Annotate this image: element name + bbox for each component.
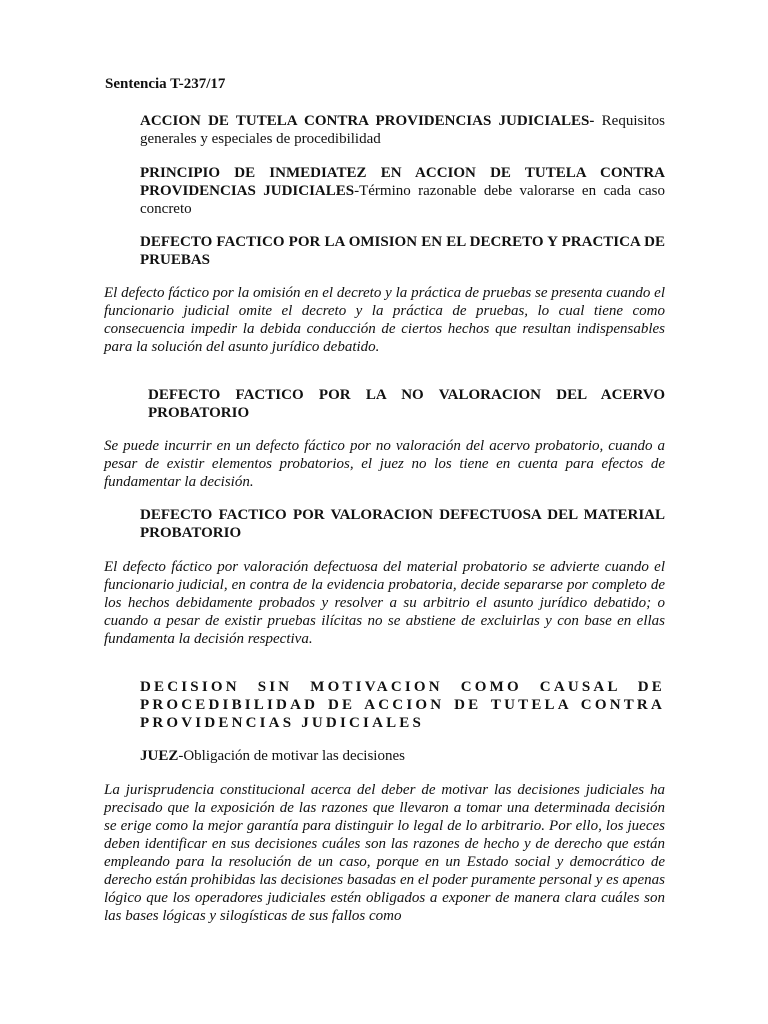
heading-bold: PRINCIPIO DE INMEDIATEZ EN ACCION DE TUTELA CONTRA PROVIDENCIAS JUDICIALES [140,165,665,199]
section-body-5: El defecto fáctico por valoración defectuosa del material probatorio se advierte cuando el funcionario judicial, en contra de la evidencia probatoria, decide separarse por completo de los hechos debidamente probados y resolver a su arbitrio el asunto jurídico debatido; o cuando a pesar de existir pruebas ilícitas no se abstiene de excluirlas y con base en ellas fundamenta la decisión respectiva. [104,559,665,647]
heading-bold: DEFECTO FACTICO POR VALORACION DEFECTUOSA DEL MATERIAL PROBATORIO [140,507,665,541]
heading-bold: DECISION SIN MOTIVACION COMO CAUSAL DE PROCEDIBILIDAD DE ACCION DE TUTELA CONTRA PROVIDENCIAS JUDICIALES [140,679,665,731]
section-heading-3 [140,233,665,269]
heading-bold: ACCION DE TUTELA CONTRA PROVIDENCIAS JUDICIALES- [140,113,595,129]
heading-regular: -Término razonable debe valorarse en cada caso concreto [140,183,665,217]
section-body-4: Se puede incurrir en un defecto fáctico por no valoración del acervo probatorio, cuando a pesar de existir elementos probatorios, el juez no los tiene en cuenta para efectos de fundamentar la decisión. [104,438,665,490]
heading-bold: DEFECTO FACTICO POR LA NO VALORACION DEL ACERVO PROBATORIO [148,387,665,421]
heading-regular: Requisitos generales y especiales de procedibilidad [140,113,666,147]
heading-bold: DEFECTO FACTICO POR LA OMISION EN EL DECRETO Y PRACTICA DE PRUEBAS [140,234,665,268]
heading-regular: -Obligación de motivar las decisiones [178,748,405,764]
section-heading-4 [148,386,665,422]
section-body-3: El defecto fáctico por la omisión en el decreto y la práctica de pruebas se presenta cuando el funcionario judicial omite el decreto y la práctica de pruebas, lo cual tiene como consecuencia impedir la debida conducción de ciertos hechos que resultan indispensables para la solución del asunto jurídico debatido. [104,285,665,355]
section-heading-5 [140,506,665,542]
document-title: Sentencia T-237/17 [105,76,226,92]
heading-bold: JUEZ [140,748,179,764]
section-heading-1 [140,112,665,148]
section-heading-2 [140,164,665,218]
section-heading-6 [140,678,665,732]
section-body-7: La jurisprudencia constitucional acerca del deber de motivar las decisiones judiciales ha precisado que la exposición de las razones que llevaron a tomar una determinada decisión se erige como la mejor garantía para distinguir lo legal de lo arbitrario. Por ello, los jueces deben identificar en sus decisiones cuáles son las razones de hecho y de derecho que están empleando para la resolución de un caso, porque en un Estado social y democrático de derecho están prohibidas las decisiones basadas en el poder puramente personal y es apenas lógico que los operadores judiciales estén obligados a exponer de manera clara cuáles son las bases lógicas y silogísticas de sus fallos como [104,782,665,924]
section-heading-7 [140,747,665,765]
